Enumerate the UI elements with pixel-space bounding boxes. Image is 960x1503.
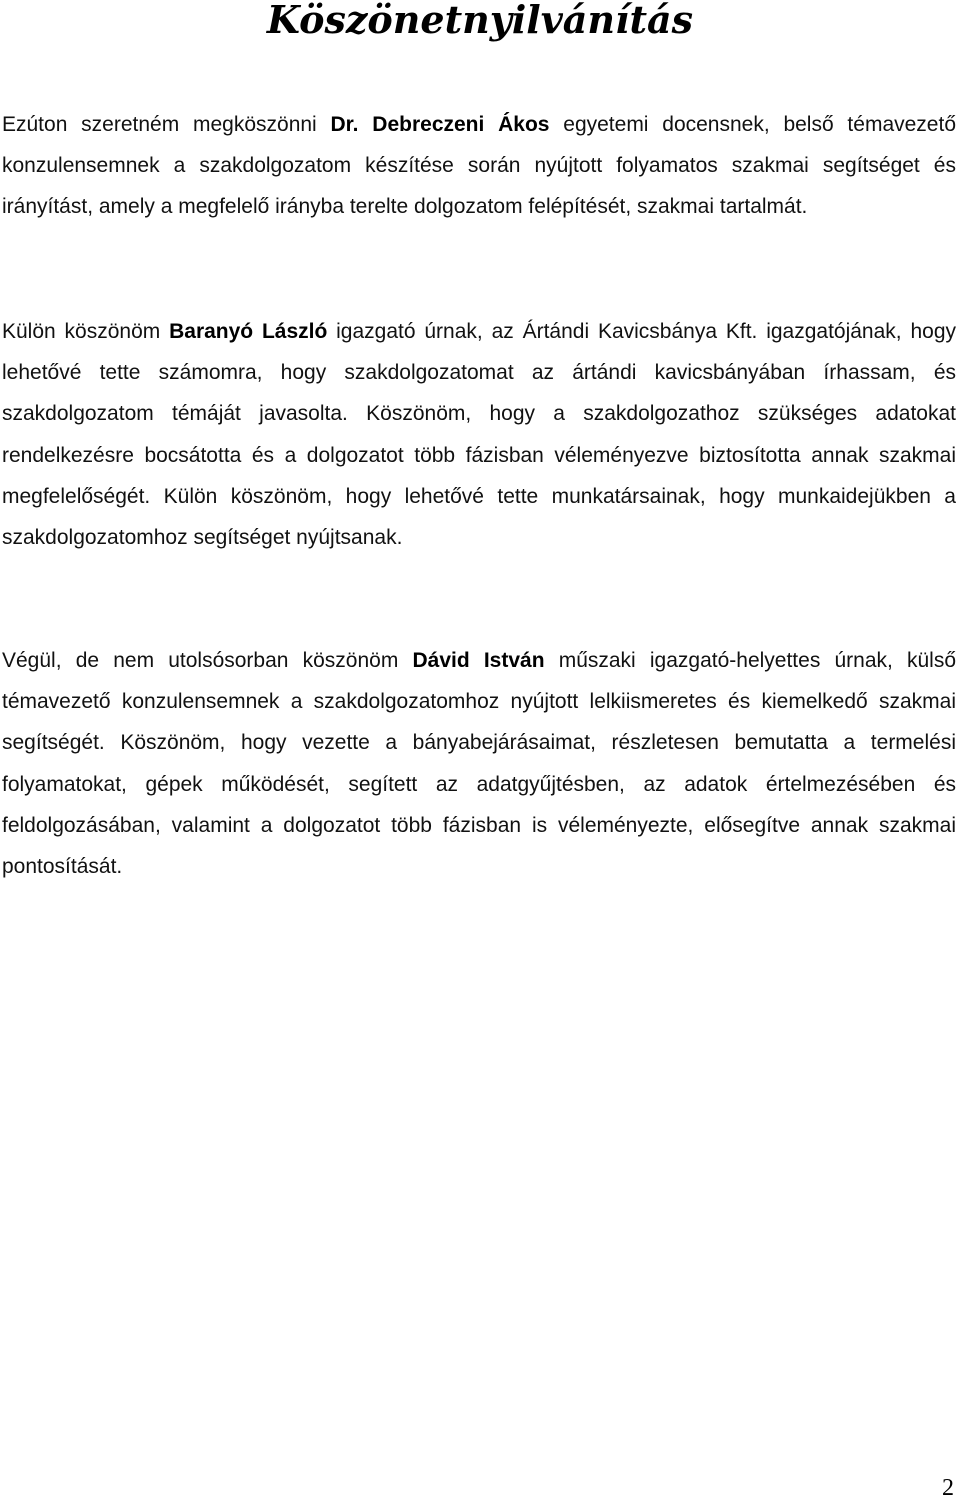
page-title: Köszönetnyilvánítás: [266, 0, 694, 42]
person-name: Dr. Debreczeni Ákos: [330, 113, 550, 136]
page-number: 2: [942, 1475, 954, 1501]
paragraph-text: igazgató úrnak, az Ártándi Kavicsbánya Kft. igazgatójának, hogy lehetővé tette számomra, hogy szakdolgozatomat az ártándi kavicsbányában írhassam, és szakdolgozatom témáját javasolta. Köszönöm, hogy a szakdolgozathoz szükséges adatokat rendelkezésre bocsátotta és a dolgozatot több fázisban véleményezve biztosította annak szakmai megfelelőségét. Külön köszönöm, hogy lehetővé tette munkatársainak, hogy munkaidejükben a szakdolgozatomhoz segítséget nyújtsanak.: [2, 320, 956, 550]
paragraph-text: Ezúton szeretném megköszönni: [2, 113, 331, 136]
paragraph-text: műszaki igazgató-helyettes úrnak, külső témavezető konzulensemnek a szakdolgozatomhoz nyújtott lelkiismeretes és kiemelkedő szakmai segítségét. Köszönöm, hogy vezette a bányabejárásaimat, részletesen bemutatta a termelési folyamatokat, gépek működését, segített az adatgyűjtésben, az adatok értelmezésében és feldolgozásában, valamint a dolgozatot több fázisban is véleményezte, elősegítve annak szakmai pontosítását.: [2, 649, 957, 879]
paragraph-acknowledgement-director: [2, 311, 956, 558]
paragraph-acknowledgement-internal-supervisor: [2, 104, 956, 228]
person-name: Dávid István: [412, 649, 545, 672]
paragraph-acknowledgement-external-supervisor: [2, 640, 956, 887]
paragraph-text: egyetemi docensnek, belső témavezető konzulensemnek a szakdolgozatom készítése során nyújtott folyamatos szakmai segítséget és irányítást, amely a megfelelő irányba terelte dolgozatom felépítését, szakmai tartalmát.: [2, 113, 956, 219]
paragraph-text: Külön köszönöm: [2, 320, 170, 343]
person-name: Baranyó László: [169, 320, 328, 343]
paragraph-text: Végül, de nem utolsósorban köszönöm: [2, 649, 413, 672]
